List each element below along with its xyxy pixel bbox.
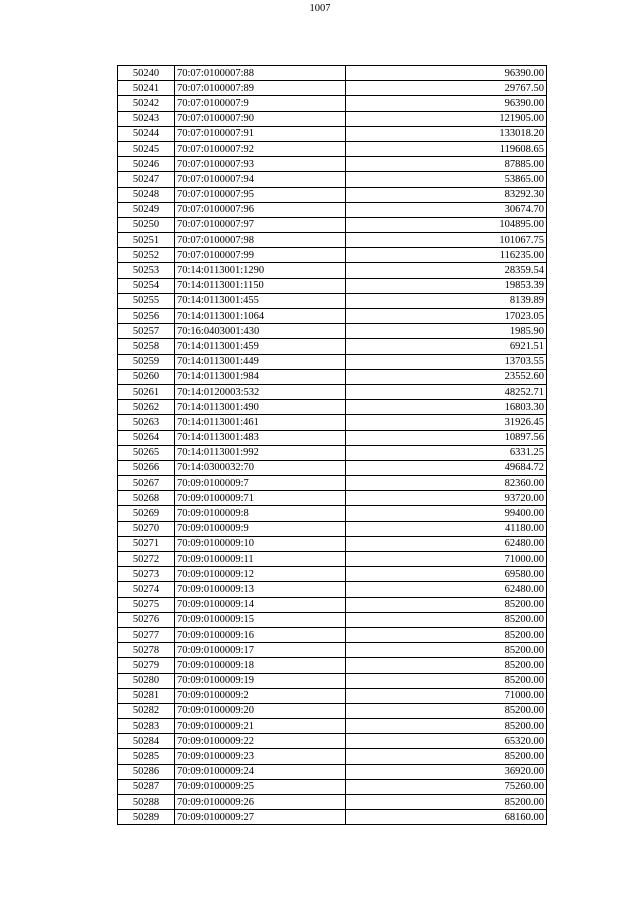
row-number-cell: 50260 — [118, 369, 175, 384]
table-row — [118, 233, 547, 248]
value-cell: 133018.20 — [346, 126, 547, 141]
value-cell: 99400.00 — [346, 506, 547, 521]
row-number-cell: 50278 — [118, 643, 175, 658]
cadastral-number-cell: 70:09:0100009:7 — [175, 476, 346, 491]
table-row — [118, 719, 547, 734]
row-number-cell: 50265 — [118, 445, 175, 460]
cadastral-number-cell: 70:09:0100009:26 — [175, 795, 346, 810]
cadastral-number-cell: 70:14:0113001:1150 — [175, 278, 346, 293]
cadastral-number-cell: 70:09:0100009:10 — [175, 536, 346, 551]
row-number-cell: 50257 — [118, 324, 175, 339]
row-number-cell: 50258 — [118, 339, 175, 354]
cadastral-number-cell: 70:14:0113001:459 — [175, 339, 346, 354]
value-cell: 101067.75 — [346, 233, 547, 248]
cadastral-number-cell: 70:09:0100009:20 — [175, 703, 346, 718]
value-cell: 96390.00 — [346, 66, 547, 81]
row-number-cell: 50244 — [118, 126, 175, 141]
table-row — [118, 81, 547, 96]
row-number-cell: 50281 — [118, 688, 175, 703]
row-number-cell: 50282 — [118, 703, 175, 718]
cadastral-number-cell: 70:07:0100007:94 — [175, 172, 346, 187]
table-row — [118, 187, 547, 202]
cadastral-number-cell: 70:07:0100007:99 — [175, 248, 346, 263]
value-cell: 49684.72 — [346, 460, 547, 475]
table-row — [118, 263, 547, 278]
table-row — [118, 552, 547, 567]
value-cell: 85200.00 — [346, 749, 547, 764]
value-cell: 82360.00 — [346, 476, 547, 491]
cadastral-number-cell: 70:14:0113001:992 — [175, 445, 346, 460]
value-cell: 87885.00 — [346, 157, 547, 172]
row-number-cell: 50284 — [118, 734, 175, 749]
value-cell: 17023.05 — [346, 309, 547, 324]
table-row — [118, 202, 547, 217]
value-cell: 29767.50 — [346, 81, 547, 96]
row-number-cell: 50287 — [118, 779, 175, 794]
cadastral-number-cell: 70:14:0300032:70 — [175, 460, 346, 475]
value-cell: 65320.00 — [346, 734, 547, 749]
table-row — [118, 491, 547, 506]
cadastral-number-cell: 70:07:0100007:95 — [175, 187, 346, 202]
table-row — [118, 400, 547, 415]
table-row — [118, 643, 547, 658]
table-row — [118, 339, 547, 354]
value-cell: 85200.00 — [346, 795, 547, 810]
row-number-cell: 50241 — [118, 81, 175, 96]
value-cell: 85200.00 — [346, 658, 547, 673]
value-cell: 62480.00 — [346, 582, 547, 597]
row-number-cell: 50262 — [118, 400, 175, 415]
row-number-cell: 50250 — [118, 217, 175, 232]
row-number-cell: 50266 — [118, 460, 175, 475]
cadastral-number-cell: 70:07:0100007:89 — [175, 81, 346, 96]
table-row — [118, 703, 547, 718]
table-row — [118, 445, 547, 460]
value-cell: 116235.00 — [346, 248, 547, 263]
value-cell: 68160.00 — [346, 810, 547, 825]
value-cell: 36920.00 — [346, 764, 547, 779]
table-row — [118, 96, 547, 111]
cadastral-number-cell: 70:14:0120003:532 — [175, 384, 346, 399]
row-number-cell: 50289 — [118, 810, 175, 825]
row-number-cell: 50253 — [118, 263, 175, 278]
value-cell: 69580.00 — [346, 567, 547, 582]
value-cell: 119608.65 — [346, 141, 547, 156]
value-cell: 104895.00 — [346, 217, 547, 232]
table-row — [118, 126, 547, 141]
table-row — [118, 521, 547, 536]
table-body — [118, 66, 547, 825]
table-row — [118, 810, 547, 825]
value-cell: 13703.55 — [346, 354, 547, 369]
value-cell: 71000.00 — [346, 688, 547, 703]
cadastral-number-cell: 70:07:0100007:9 — [175, 96, 346, 111]
cadastral-number-cell: 70:09:0100009:12 — [175, 567, 346, 582]
table-row — [118, 597, 547, 612]
cadastral-number-cell: 70:16:0403001:430 — [175, 324, 346, 339]
row-number-cell: 50270 — [118, 521, 175, 536]
cadastral-number-cell: 70:09:0100009:13 — [175, 582, 346, 597]
row-number-cell: 50272 — [118, 552, 175, 567]
table-row — [118, 66, 547, 81]
cadastral-number-cell: 70:14:0113001:1290 — [175, 263, 346, 278]
cadastral-number-cell: 70:14:0113001:455 — [175, 293, 346, 308]
cadastral-number-cell: 70:07:0100007:98 — [175, 233, 346, 248]
page-number: 1007 — [309, 3, 331, 14]
cadastral-number-cell: 70:09:0100009:18 — [175, 658, 346, 673]
table-row — [118, 612, 547, 627]
cadastral-number-cell: 70:14:0113001:483 — [175, 430, 346, 445]
row-number-cell: 50273 — [118, 567, 175, 582]
row-number-cell: 50246 — [118, 157, 175, 172]
row-number-cell: 50243 — [118, 111, 175, 126]
table-row — [118, 567, 547, 582]
row-number-cell: 50259 — [118, 354, 175, 369]
value-cell: 8139.89 — [346, 293, 547, 308]
value-cell: 10897.56 — [346, 430, 547, 445]
table-row — [118, 309, 547, 324]
value-cell: 31926.45 — [346, 415, 547, 430]
cadastral-number-cell: 70:14:0113001:461 — [175, 415, 346, 430]
table-row — [118, 415, 547, 430]
table-row — [118, 476, 547, 491]
row-number-cell: 50261 — [118, 384, 175, 399]
table-row — [118, 536, 547, 551]
cadastral-number-cell: 70:07:0100007:96 — [175, 202, 346, 217]
table-row — [118, 157, 547, 172]
value-cell: 30674.70 — [346, 202, 547, 217]
cadastral-number-cell: 70:07:0100007:92 — [175, 141, 346, 156]
value-cell: 96390.00 — [346, 96, 547, 111]
cadastral-number-cell: 70:07:0100007:97 — [175, 217, 346, 232]
value-cell: 1985.90 — [346, 324, 547, 339]
cadastral-number-cell: 70:09:0100009:25 — [175, 779, 346, 794]
row-number-cell: 50269 — [118, 506, 175, 521]
cadastral-number-cell: 70:09:0100009:8 — [175, 506, 346, 521]
value-cell: 85200.00 — [346, 627, 547, 642]
table-row — [118, 293, 547, 308]
table-row — [118, 248, 547, 263]
value-cell: 6921.51 — [346, 339, 547, 354]
row-number-cell: 50263 — [118, 415, 175, 430]
table-row — [118, 673, 547, 688]
row-number-cell: 50279 — [118, 658, 175, 673]
row-number-cell: 50275 — [118, 597, 175, 612]
value-cell: 85200.00 — [346, 597, 547, 612]
value-cell: 85200.00 — [346, 612, 547, 627]
cadastral-number-cell: 70:09:0100009:9 — [175, 521, 346, 536]
row-number-cell: 50247 — [118, 172, 175, 187]
cadastral-number-cell: 70:09:0100009:71 — [175, 491, 346, 506]
table-row — [118, 764, 547, 779]
value-cell: 41180.00 — [346, 521, 547, 536]
row-number-cell: 50254 — [118, 278, 175, 293]
value-cell: 83292.30 — [346, 187, 547, 202]
row-number-cell: 50249 — [118, 202, 175, 217]
value-cell: 19853.39 — [346, 278, 547, 293]
table-row — [118, 324, 547, 339]
table-row — [118, 172, 547, 187]
cadastral-number-cell: 70:09:0100009:22 — [175, 734, 346, 749]
row-number-cell: 50271 — [118, 536, 175, 551]
row-number-cell: 50252 — [118, 248, 175, 263]
table-row — [118, 384, 547, 399]
row-number-cell: 50248 — [118, 187, 175, 202]
cadastral-number-cell: 70:09:0100009:17 — [175, 643, 346, 658]
value-cell: 85200.00 — [346, 719, 547, 734]
row-number-cell: 50280 — [118, 673, 175, 688]
cadastral-number-cell: 70:09:0100009:24 — [175, 764, 346, 779]
value-cell: 121905.00 — [346, 111, 547, 126]
row-number-cell: 50255 — [118, 293, 175, 308]
cadastral-number-cell: 70:09:0100009:2 — [175, 688, 346, 703]
value-cell: 23552.60 — [346, 369, 547, 384]
value-cell: 62480.00 — [346, 536, 547, 551]
cadastral-number-cell: 70:07:0100007:88 — [175, 66, 346, 81]
row-number-cell: 50240 — [118, 66, 175, 81]
table-row — [118, 658, 547, 673]
cadastral-number-cell: 70:09:0100009:15 — [175, 612, 346, 627]
row-number-cell: 50274 — [118, 582, 175, 597]
row-number-cell: 50288 — [118, 795, 175, 810]
table-row — [118, 369, 547, 384]
cadastral-number-cell: 70:09:0100009:16 — [175, 627, 346, 642]
table-row — [118, 795, 547, 810]
row-number-cell: 50286 — [118, 764, 175, 779]
value-cell: 16803.30 — [346, 400, 547, 415]
row-number-cell: 50277 — [118, 627, 175, 642]
cadastral-number-cell: 70:07:0100007:93 — [175, 157, 346, 172]
row-number-cell: 50283 — [118, 719, 175, 734]
cadastral-number-cell: 70:09:0100009:27 — [175, 810, 346, 825]
table-row — [118, 111, 547, 126]
row-number-cell: 50276 — [118, 612, 175, 627]
row-number-cell: 50251 — [118, 233, 175, 248]
value-cell: 71000.00 — [346, 552, 547, 567]
cadastral-number-cell: 70:14:0113001:984 — [175, 369, 346, 384]
table-row — [118, 430, 547, 445]
table-row — [118, 734, 547, 749]
value-cell: 53865.00 — [346, 172, 547, 187]
row-number-cell: 50242 — [118, 96, 175, 111]
table-row — [118, 749, 547, 764]
table-row — [118, 278, 547, 293]
table-row — [118, 217, 547, 232]
cadastral-number-cell: 70:07:0100007:91 — [175, 126, 346, 141]
table-row — [118, 582, 547, 597]
cadastral-number-cell: 70:09:0100009:19 — [175, 673, 346, 688]
table-row — [118, 506, 547, 521]
value-cell: 85200.00 — [346, 673, 547, 688]
value-cell: 75260.00 — [346, 779, 547, 794]
table-row — [118, 688, 547, 703]
cadastral-number-cell: 70:14:0113001:449 — [175, 354, 346, 369]
value-cell: 85200.00 — [346, 703, 547, 718]
value-cell: 6331.25 — [346, 445, 547, 460]
table-row — [118, 354, 547, 369]
table-row — [118, 627, 547, 642]
row-number-cell: 50264 — [118, 430, 175, 445]
row-number-cell: 50256 — [118, 309, 175, 324]
cadastral-value-table — [117, 65, 547, 825]
value-cell: 48252.71 — [346, 384, 547, 399]
cadastral-number-cell: 70:09:0100009:14 — [175, 597, 346, 612]
value-cell: 85200.00 — [346, 643, 547, 658]
cadastral-number-cell: 70:09:0100009:23 — [175, 749, 346, 764]
cadastral-number-cell: 70:07:0100007:90 — [175, 111, 346, 126]
cadastral-number-cell: 70:14:0113001:490 — [175, 400, 346, 415]
table-row — [118, 141, 547, 156]
value-cell: 93720.00 — [346, 491, 547, 506]
row-number-cell: 50268 — [118, 491, 175, 506]
row-number-cell: 50285 — [118, 749, 175, 764]
value-cell: 28359.54 — [346, 263, 547, 278]
row-number-cell: 50245 — [118, 141, 175, 156]
table-row — [118, 460, 547, 475]
cadastral-number-cell: 70:09:0100009:11 — [175, 552, 346, 567]
cadastral-number-cell: 70:14:0113001:1064 — [175, 309, 346, 324]
cadastral-number-cell: 70:09:0100009:21 — [175, 719, 346, 734]
row-number-cell: 50267 — [118, 476, 175, 491]
table-row — [118, 779, 547, 794]
